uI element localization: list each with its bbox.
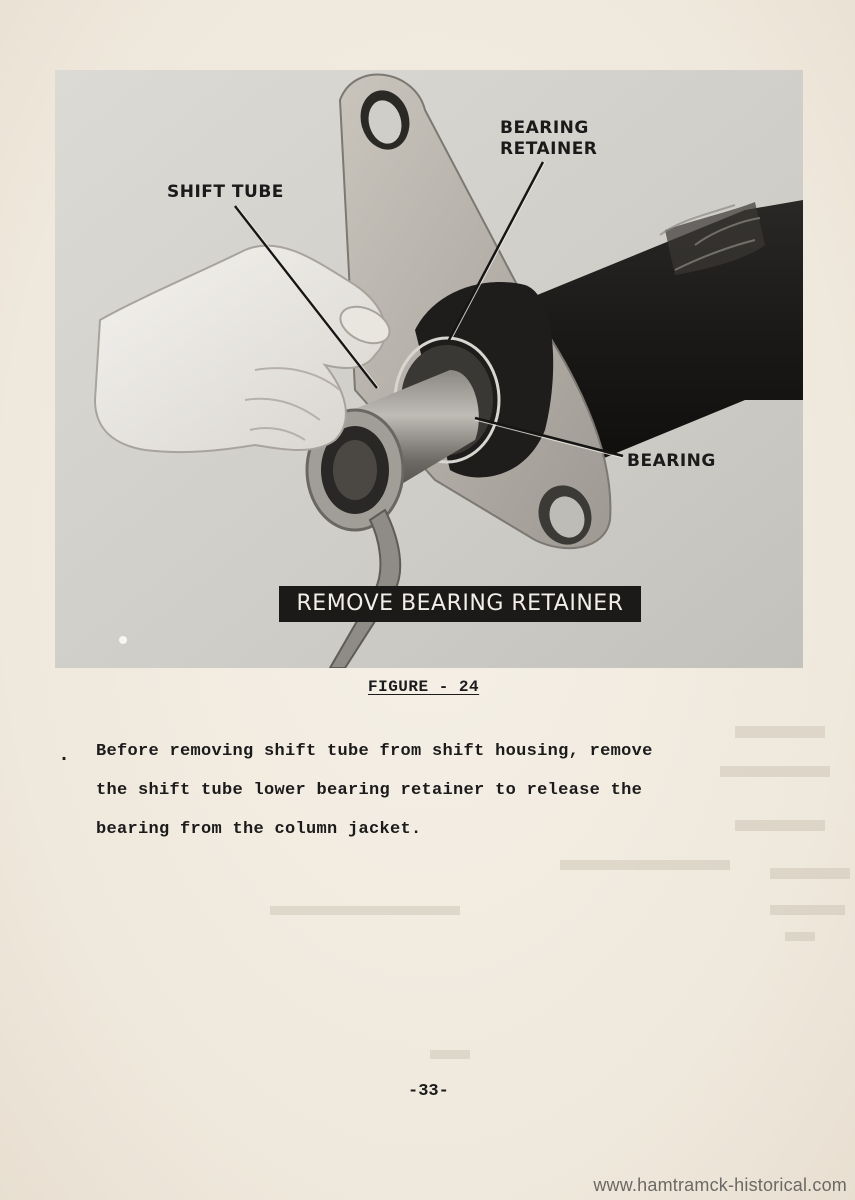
paragraph-line: bearing from the column jacket.: [96, 820, 422, 839]
page-number: -33-: [408, 1082, 449, 1101]
photo-banner: REMOVE BEARING RETAINER: [279, 586, 641, 622]
shift-housing-photo: [55, 70, 803, 668]
bullet-marker: .: [58, 744, 71, 767]
paragraph-line: the shift tube lower bearing retainer to release the: [96, 781, 643, 800]
figure-caption: FIGURE - 24: [368, 678, 480, 696]
site-watermark: www.hamtramck-historical.com: [593, 1175, 847, 1195]
paragraph-line: Before removing shift tube from shift housing, remove: [96, 742, 653, 761]
figure-photo: [55, 70, 803, 668]
callout-bearing-retainer: BEARING RETAINER: [500, 118, 598, 159]
instruction-paragraph: [96, 732, 736, 849]
callout-shift-tube: SHIFT TUBE: [167, 182, 284, 202]
callout-bearing: BEARING: [627, 451, 716, 471]
